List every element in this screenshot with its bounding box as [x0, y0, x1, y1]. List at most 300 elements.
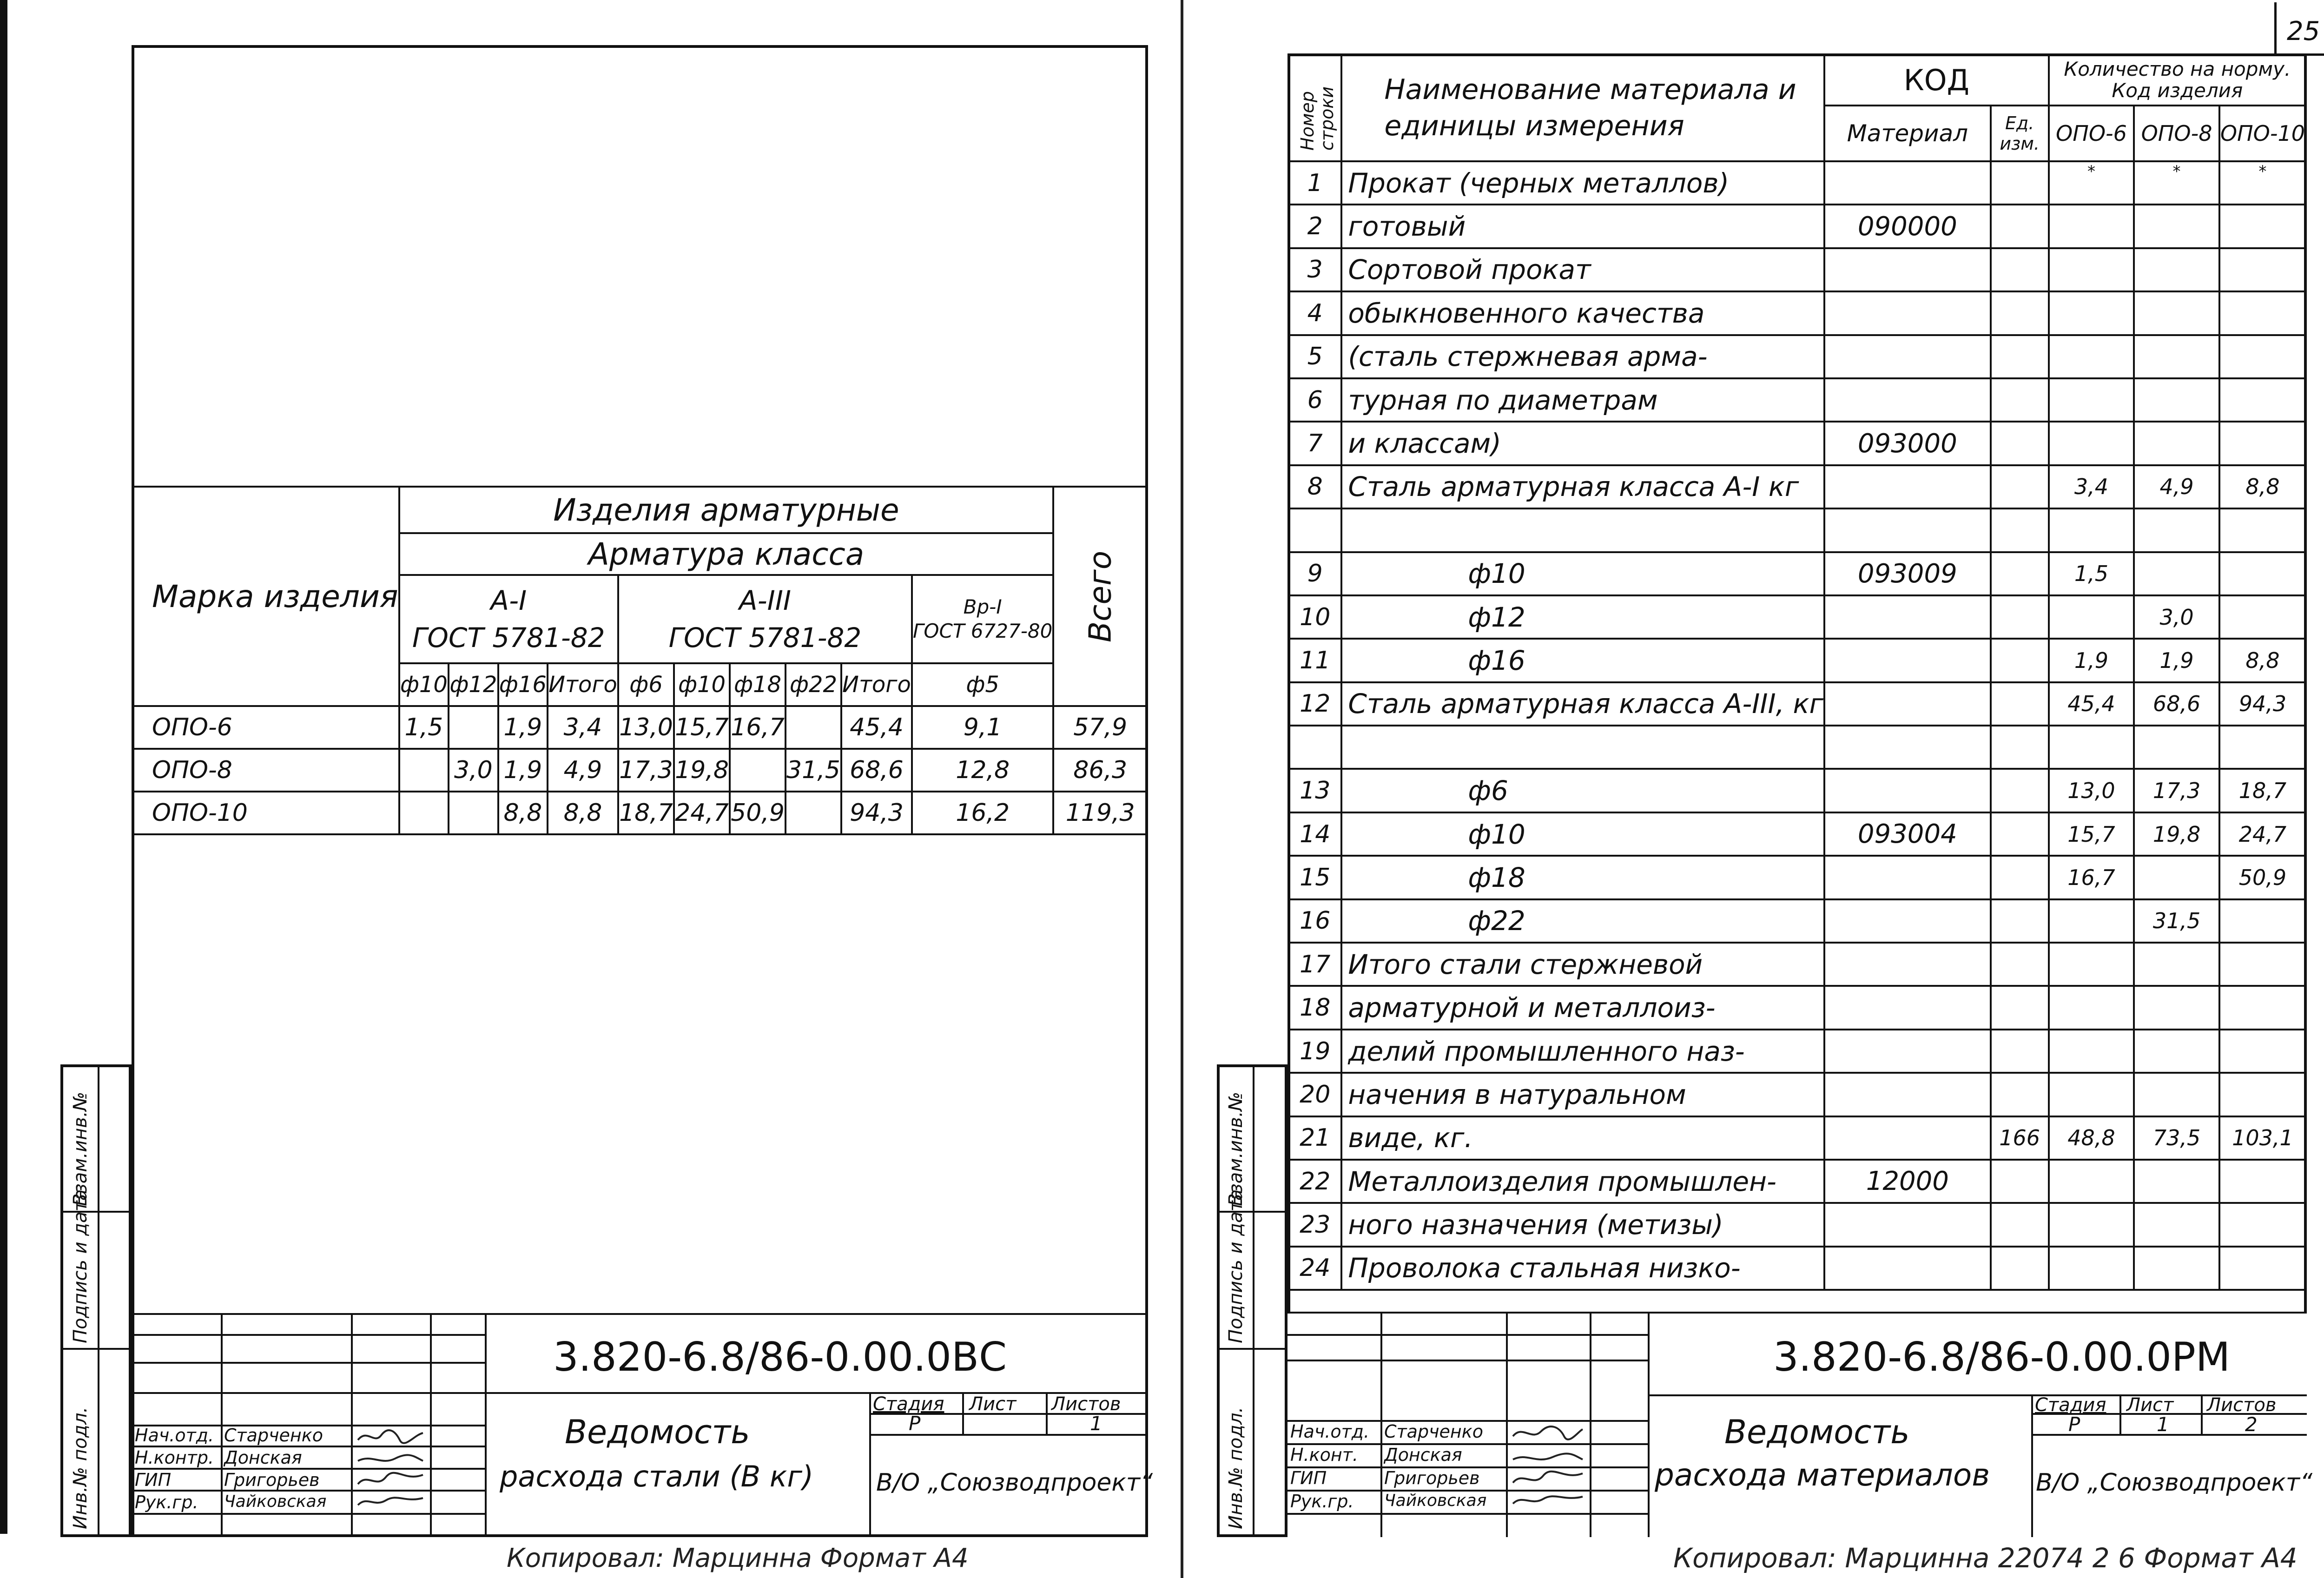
- row-name: обыкновенного качества: [1341, 291, 1824, 335]
- right-sheet: 1: [2157, 1413, 2169, 1436]
- row-name: начения в натуральном: [1341, 1073, 1824, 1116]
- row-number: 20: [1288, 1073, 1341, 1116]
- left-name-1: Старченко: [224, 1425, 323, 1446]
- subcol: Итого: [548, 663, 618, 706]
- row-value: [786, 706, 841, 749]
- row-mark: ОПО-8: [132, 749, 399, 792]
- row-material-code: 12000: [1824, 1160, 1991, 1203]
- row-unit: [1991, 856, 2049, 899]
- header-mark: Марка изделия: [132, 487, 399, 706]
- row-unit: [1991, 943, 2049, 986]
- row-quantity: 1,9: [2049, 639, 2134, 682]
- row-quantity: [2049, 1160, 2134, 1203]
- row-quantity: [2134, 422, 2219, 465]
- row-total: 57,9: [1053, 706, 1147, 749]
- material-row: [1288, 1160, 2306, 1203]
- row-name: турная по диаметрам: [1341, 378, 1824, 422]
- row-quantity: 15,7: [2049, 812, 2134, 856]
- header-material: Материал: [1824, 106, 1991, 161]
- row-material-code: [1824, 1116, 1991, 1160]
- steel-table-row: [132, 749, 1147, 792]
- row-quantity: [2134, 291, 2219, 335]
- row-quantity: *: [2049, 161, 2134, 205]
- left-role-1: Нач.отд.: [135, 1425, 214, 1446]
- row-name: Сталь арматурная класса А-III, кг: [1341, 682, 1824, 726]
- material-row: [1288, 161, 2306, 205]
- row-quantity: [2134, 1160, 2219, 1203]
- row-quantity: 8,8: [2219, 465, 2306, 508]
- material-row: [1288, 682, 2306, 726]
- row-unit: [1991, 1247, 2049, 1290]
- row-quantity: 31,5: [2134, 899, 2219, 943]
- row-quantity: [2219, 291, 2306, 335]
- header-name: Наименование материала и единицы измерения: [1341, 54, 1824, 161]
- row-unit: [1991, 335, 2049, 378]
- row-material-code: [1824, 1247, 1991, 1290]
- left-name-4: Чайковская: [224, 1492, 327, 1511]
- material-row: [1288, 248, 2306, 291]
- row-quantity: 13,0: [2049, 769, 2134, 812]
- material-row: [1288, 378, 2306, 422]
- right-side-label-sign: Подпись и дата: [1225, 1189, 1247, 1343]
- header-class: Арматура класса: [399, 533, 1054, 575]
- row-name: ф22: [1341, 899, 1824, 943]
- row-mark: ОПО-6: [132, 706, 399, 749]
- row-name: Металлоизделия промышлен-: [1341, 1160, 1824, 1203]
- row-quantity: [2049, 899, 2134, 943]
- materials-table: [1287, 53, 2307, 1291]
- row-number: 14: [1288, 812, 1341, 856]
- row-value: 8,8: [498, 792, 548, 834]
- row-name: Итого стали стержневой: [1341, 943, 1824, 986]
- header-bp1: Вр-I ГОСТ 6727-80: [912, 575, 1053, 663]
- row-number: 1: [1288, 161, 1341, 205]
- row-quantity: 19,8: [2134, 812, 2219, 856]
- row-number: 21: [1288, 1116, 1341, 1160]
- row-number: 24: [1288, 1247, 1341, 1290]
- row-number: 6: [1288, 378, 1341, 422]
- row-quantity: 24,7: [2219, 812, 2306, 856]
- row-value: 24,7: [674, 792, 730, 834]
- row-total: 119,3: [1053, 792, 1147, 834]
- row-quantity: [2134, 986, 2219, 1029]
- row-number: 19: [1288, 1030, 1341, 1073]
- row-quantity: 68,6: [2134, 682, 2219, 726]
- sheet-divider: [1181, 0, 1183, 1578]
- right-sheet-label: Лист: [2126, 1394, 2174, 1416]
- row-value: 16,7: [730, 706, 786, 749]
- row-quantity: [2219, 422, 2306, 465]
- row-quantity: [2049, 1203, 2134, 1246]
- row-name: Прокат (черных металлов): [1341, 161, 1824, 205]
- row-quantity: [2049, 248, 2134, 291]
- left-doc-title-1: Ведомость: [565, 1413, 750, 1451]
- row-quantity: [2134, 856, 2219, 899]
- row-material-code: 093004: [1824, 812, 1991, 856]
- row-unit: [1991, 986, 2049, 1029]
- subcol: ф10: [674, 663, 730, 706]
- row-number: 10: [1288, 595, 1341, 639]
- row-material-code: [1824, 378, 1991, 422]
- row-quantity: [2049, 335, 2134, 378]
- material-row: [1288, 899, 2306, 943]
- row-name: Сортовой прокат: [1341, 248, 1824, 291]
- row-number: 12: [1288, 682, 1341, 726]
- row-quantity: 50,9: [2219, 856, 2306, 899]
- row-quantity: 3,4: [2049, 465, 2134, 508]
- row-material-code: [1824, 161, 1991, 205]
- steel-table-row: [132, 706, 1147, 749]
- page-number: 25: [2287, 16, 2320, 46]
- row-unit: [1991, 595, 2049, 639]
- row-quantity: [2134, 726, 2219, 769]
- row-quantity: [2049, 595, 2134, 639]
- material-row: [1288, 335, 2306, 378]
- row-material-code: [1824, 769, 1991, 812]
- row-quantity: [2049, 1030, 2134, 1073]
- row-unit: [1991, 291, 2049, 335]
- row-name: Проволока стальная низко-: [1341, 1247, 1824, 1290]
- material-row: [1288, 291, 2306, 335]
- row-number: 3: [1288, 248, 1341, 291]
- row-value: 1,5: [399, 706, 449, 749]
- row-quantity: [2219, 726, 2306, 769]
- row-name: (сталь стержневая арма-: [1341, 335, 1824, 378]
- row-quantity: 3,0: [2134, 595, 2219, 639]
- row-unit: [1991, 769, 2049, 812]
- row-quantity: [2134, 552, 2219, 595]
- material-row: [1288, 205, 2306, 248]
- subcol: ф5: [912, 663, 1053, 706]
- row-quantity: [2134, 1073, 2219, 1116]
- row-total: 86,3: [1053, 749, 1147, 792]
- left-copied-note: Копировал: Марцинна Формат А4: [507, 1543, 969, 1573]
- row-name: ф18: [1341, 856, 1824, 899]
- row-value: 3,4: [548, 706, 618, 749]
- right-side-label-inv: Инв.№ подл.: [1225, 1406, 1247, 1529]
- right-org: В/О „Союзводпроект“: [2036, 1469, 2313, 1497]
- material-row: [1288, 986, 2306, 1029]
- row-value: 68,6: [841, 749, 912, 792]
- row-number: [1288, 508, 1341, 552]
- row-quantity: [2134, 335, 2219, 378]
- row-quantity: [2219, 552, 2306, 595]
- header-row-number: Номер строки: [1288, 54, 1341, 161]
- row-quantity: [2219, 205, 2306, 248]
- row-quantity: [2049, 205, 2134, 248]
- row-material-code: [1824, 943, 1991, 986]
- material-row: [1288, 1073, 2306, 1116]
- row-value: 4,9: [548, 749, 618, 792]
- right-doc-title-1: Ведомость: [1724, 1413, 1910, 1451]
- header-total: Всего: [1053, 487, 1147, 706]
- row-value: [730, 749, 786, 792]
- right-doc-code: 3.820-6.8/86-0.00.0РМ: [1773, 1334, 2231, 1380]
- row-value: 1,9: [498, 749, 548, 792]
- row-unit: [1991, 1203, 2049, 1246]
- material-row: [1288, 1247, 2306, 1290]
- row-quantity: [2219, 378, 2306, 422]
- row-value: 16,2: [912, 792, 1053, 834]
- left-binding-edge: [0, 0, 7, 1534]
- row-unit: [1991, 465, 2049, 508]
- row-quantity: 45,4: [2049, 682, 2134, 726]
- row-unit: [1991, 205, 2049, 248]
- row-quantity: [2134, 1203, 2219, 1246]
- right-name-2: Донская: [1384, 1445, 1462, 1465]
- row-value: 17,3: [618, 749, 674, 792]
- row-unit: [1991, 248, 2049, 291]
- row-unit: [1991, 422, 2049, 465]
- row-number: 4: [1288, 291, 1341, 335]
- right-name-3: Григорьев: [1384, 1468, 1480, 1488]
- left-name-3: Григорьев: [224, 1470, 320, 1490]
- row-number: 13: [1288, 769, 1341, 812]
- right-role-4: Рук.гр.: [1290, 1491, 1354, 1512]
- row-quantity: [2049, 1247, 2134, 1290]
- left-stage: Р: [909, 1412, 921, 1435]
- row-value: 3,0: [449, 749, 498, 792]
- row-quantity: [2134, 1030, 2219, 1073]
- row-quantity: 16,7: [2049, 856, 2134, 899]
- row-quantity: 94,3: [2219, 682, 2306, 726]
- row-quantity: [2219, 899, 2306, 943]
- row-value: 8,8: [548, 792, 618, 834]
- header-a1: А-I ГОСТ 5781-82: [399, 575, 618, 663]
- row-material-code: [1824, 639, 1991, 682]
- left-name-2: Донская: [224, 1447, 302, 1468]
- material-row: [1288, 1116, 2306, 1160]
- row-material-code: [1824, 335, 1991, 378]
- row-unit: [1991, 1160, 2049, 1203]
- right-role-3: ГИП: [1290, 1468, 1327, 1488]
- row-material-code: 093000: [1824, 422, 1991, 465]
- steel-consumption-table: [132, 486, 1148, 835]
- material-row: [1288, 726, 2306, 769]
- right-name-4: Чайковская: [1384, 1491, 1487, 1510]
- header-products: Изделия арматурные: [399, 487, 1054, 533]
- row-quantity: [2134, 248, 2219, 291]
- subcol: ф6: [618, 663, 674, 706]
- right-role-2: Н.конт.: [1290, 1445, 1358, 1465]
- row-unit: [1991, 508, 2049, 552]
- subcol: ф10: [399, 663, 449, 706]
- row-name: ф10: [1341, 552, 1824, 595]
- steel-table-row: [132, 792, 1147, 834]
- row-unit: [1991, 378, 2049, 422]
- row-name: ф12: [1341, 595, 1824, 639]
- row-number: 17: [1288, 943, 1341, 986]
- row-value: 18,7: [618, 792, 674, 834]
- left-role-4: Рук.гр.: [135, 1492, 198, 1512]
- row-quantity: 4,9: [2134, 465, 2219, 508]
- header-product: ОПО-8: [2134, 106, 2219, 161]
- row-value: 9,1: [912, 706, 1053, 749]
- row-quantity: [2219, 335, 2306, 378]
- left-role-2: Н.контр.: [135, 1447, 214, 1468]
- row-quantity: 18,7: [2219, 769, 2306, 812]
- row-quantity: [2219, 986, 2306, 1029]
- row-quantity: *: [2134, 161, 2219, 205]
- row-quantity: [2219, 1030, 2306, 1073]
- material-row: [1288, 595, 2306, 639]
- row-material-code: [1824, 291, 1991, 335]
- row-value: 15,7: [674, 706, 730, 749]
- row-unit: 166: [1991, 1116, 2049, 1160]
- row-material-code: [1824, 726, 1991, 769]
- row-quantity: 8,8: [2219, 639, 2306, 682]
- row-quantity: [2219, 595, 2306, 639]
- row-unit: [1991, 899, 2049, 943]
- row-number: 11: [1288, 639, 1341, 682]
- row-value: 45,4: [841, 706, 912, 749]
- row-name: и классам): [1341, 422, 1824, 465]
- row-quantity: 1,5: [2049, 552, 2134, 595]
- row-quantity: [2049, 422, 2134, 465]
- row-quantity: [2049, 986, 2134, 1029]
- materials-table-body: [1288, 161, 2306, 1290]
- row-value: 31,5: [786, 749, 841, 792]
- row-unit: [1991, 682, 2049, 726]
- row-value: 94,3: [841, 792, 912, 834]
- left-sheets-label: Листов: [1051, 1393, 1121, 1415]
- row-material-code: [1824, 1073, 1991, 1116]
- right-name-1: Старченко: [1384, 1421, 1483, 1442]
- row-number: 8: [1288, 465, 1341, 508]
- material-row: [1288, 422, 2306, 465]
- row-name: [1341, 726, 1824, 769]
- row-mark: ОПО-10: [132, 792, 399, 834]
- row-value: [449, 792, 498, 834]
- row-quantity: 48,8: [2049, 1116, 2134, 1160]
- row-quantity: [2219, 1203, 2306, 1246]
- row-material-code: [1824, 595, 1991, 639]
- row-unit: [1991, 1030, 2049, 1073]
- right-side-label-repl: Взам.инв.№: [1225, 1091, 1247, 1206]
- row-quantity: [2049, 508, 2134, 552]
- row-quantity: 17,3: [2134, 769, 2219, 812]
- row-material-code: 090000: [1824, 205, 1991, 248]
- page-number-frame: [2274, 2, 2324, 56]
- row-number: 9: [1288, 552, 1341, 595]
- row-quantity: [2219, 943, 2306, 986]
- header-a3: А-III ГОСТ 5781-82: [618, 575, 912, 663]
- row-unit: [1991, 161, 2049, 205]
- row-number: [1288, 726, 1341, 769]
- material-row: [1288, 639, 2306, 682]
- row-name: арматурной и металлоиз-: [1341, 986, 1824, 1029]
- row-name: делий промышленного наз-: [1341, 1030, 1824, 1073]
- row-quantity: 103,1: [2219, 1116, 2306, 1160]
- row-material-code: [1824, 1203, 1991, 1246]
- row-value: 12,8: [912, 749, 1053, 792]
- subcol: Итого: [841, 663, 912, 706]
- row-value: [399, 792, 449, 834]
- row-unit: [1991, 1073, 2049, 1116]
- right-doc-title-2: расхода материалов: [1655, 1457, 1990, 1493]
- row-quantity: [2049, 1073, 2134, 1116]
- material-row: [1288, 508, 2306, 552]
- material-row: [1288, 856, 2306, 899]
- material-row: [1288, 812, 2306, 856]
- row-quantity: [2049, 943, 2134, 986]
- left-org: В/О „Союзводпроект“: [876, 1469, 1153, 1497]
- steel-table-body: [132, 706, 1147, 834]
- material-row: [1288, 1030, 2306, 1073]
- row-name: ф10: [1341, 812, 1824, 856]
- right-copied-note: Копировал: Марцинна 22074 2 6 Формат А4: [1673, 1542, 2298, 1574]
- row-number: 16: [1288, 899, 1341, 943]
- row-number: 15: [1288, 856, 1341, 899]
- row-unit: [1991, 812, 2049, 856]
- material-row: [1288, 465, 2306, 508]
- row-name: [1341, 508, 1824, 552]
- header-unit: Ед. изм.: [1991, 106, 2049, 161]
- left-role-3: ГИП: [135, 1470, 172, 1490]
- material-row: [1288, 552, 2306, 595]
- row-quantity: [2049, 378, 2134, 422]
- row-name: ф16: [1341, 639, 1824, 682]
- row-name: ф6: [1341, 769, 1824, 812]
- row-quantity: 73,5: [2134, 1116, 2219, 1160]
- row-unit: [1991, 639, 2049, 682]
- row-quantity: [2134, 205, 2219, 248]
- row-number: 7: [1288, 422, 1341, 465]
- material-row: [1288, 1203, 2306, 1246]
- row-material-code: [1824, 682, 1991, 726]
- row-value: 1,9: [498, 706, 548, 749]
- row-value: 19,8: [674, 749, 730, 792]
- row-quantity: [2134, 378, 2219, 422]
- header-qty: Количество на норму. Код изделия: [2049, 54, 2306, 106]
- row-material-code: [1824, 986, 1991, 1029]
- left-side-label-sign: Подпись и дата: [70, 1189, 91, 1343]
- row-value: [449, 706, 498, 749]
- row-quantity: [2134, 508, 2219, 552]
- row-quantity: [2049, 291, 2134, 335]
- row-material-code: [1824, 248, 1991, 291]
- row-quantity: [2049, 726, 2134, 769]
- row-number: 18: [1288, 986, 1341, 1029]
- header-product: ОПО-10: [2219, 106, 2306, 161]
- subcol: ф12: [449, 663, 498, 706]
- row-material-code: [1824, 856, 1991, 899]
- row-material-code: 093009: [1824, 552, 1991, 595]
- row-number: 5: [1288, 335, 1341, 378]
- row-quantity: *: [2219, 161, 2306, 205]
- right-stage: Р: [2068, 1413, 2080, 1436]
- row-number: 22: [1288, 1160, 1341, 1203]
- row-quantity: [2219, 1247, 2306, 1290]
- row-material-code: [1824, 1030, 1991, 1073]
- row-name: готовый: [1341, 205, 1824, 248]
- row-quantity: [2219, 508, 2306, 552]
- row-value: [786, 792, 841, 834]
- left-doc-code: 3.820-6.8/86-0.00.0ВС: [553, 1334, 1007, 1380]
- row-quantity: [2219, 1160, 2306, 1203]
- row-unit: [1991, 726, 2049, 769]
- row-quantity: 1,9: [2134, 639, 2219, 682]
- left-doc-title-2: расхода стали (В кг): [500, 1459, 814, 1493]
- row-value: 50,9: [730, 792, 786, 834]
- row-quantity: [2134, 943, 2219, 986]
- left-side-label-inv: Инв.№ подл.: [70, 1406, 91, 1529]
- subcol: ф16: [498, 663, 548, 706]
- row-value: 13,0: [618, 706, 674, 749]
- right-stage-label: Стадия: [2035, 1394, 2106, 1416]
- header-product: ОПО-6: [2049, 106, 2134, 161]
- right-role-1: Нач.отд.: [1290, 1421, 1370, 1442]
